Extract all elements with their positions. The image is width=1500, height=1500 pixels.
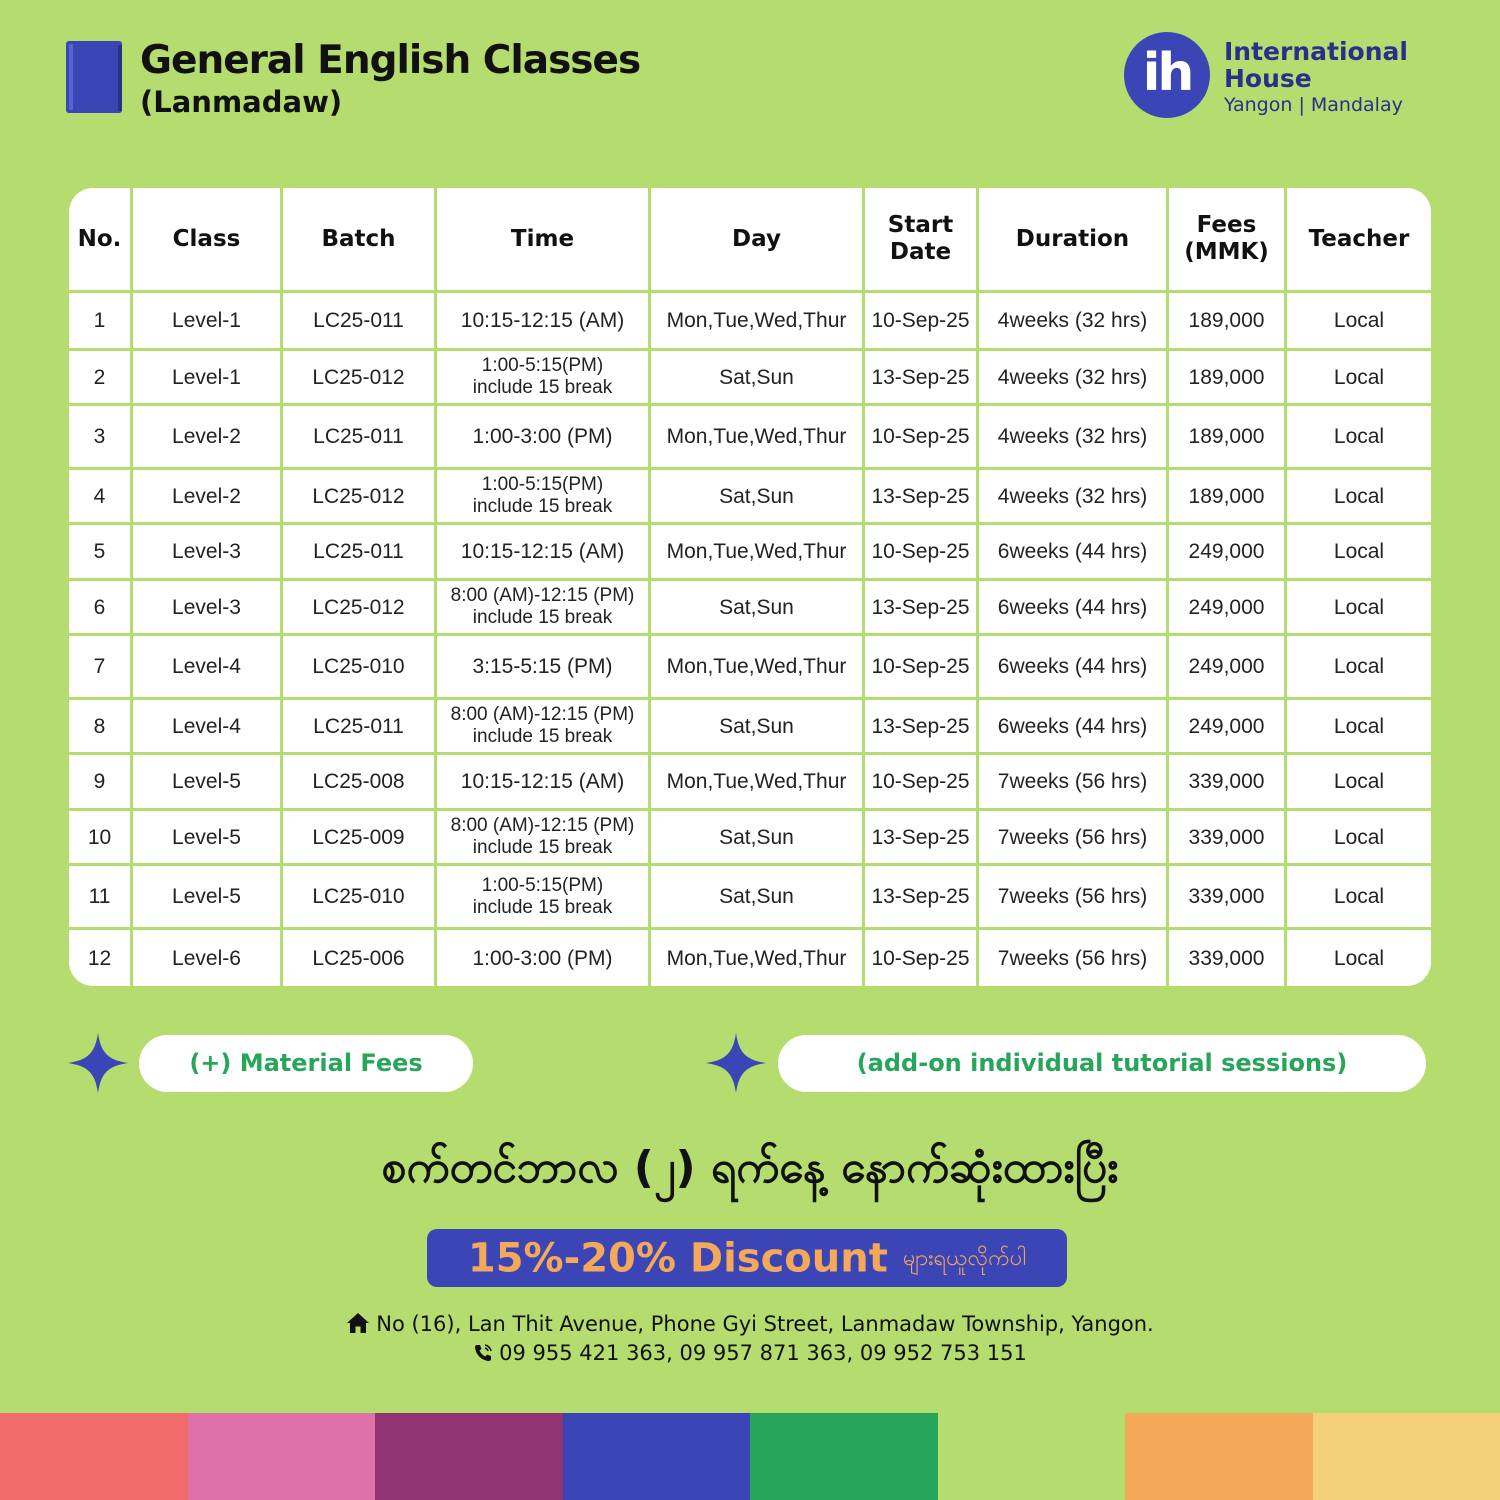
cell-teacher: Local	[1287, 525, 1431, 581]
cell-duration: 7weeks (56 hrs)	[979, 811, 1169, 866]
deadline-myanmar-text: စက်တင်ဘာလ (၂) ရက်နေ့ နောက်ဆုံးထားပြီး	[381, 1142, 1119, 1193]
schedule-table-container	[69, 188, 1431, 986]
cell-no: 2	[69, 351, 133, 406]
cell-fees: 339,000	[1169, 811, 1287, 866]
phone-numbers: 09 955 421 363, 09 957 871 363, 09 952 753 151	[499, 1341, 1027, 1365]
cell-teacher: Local	[1287, 351, 1431, 406]
cell-teacher: Local	[1287, 755, 1431, 811]
table-row	[69, 755, 1431, 811]
cell-no: 8	[69, 700, 133, 755]
cell-fees: 249,000	[1169, 525, 1287, 581]
cell-batch: LC25-011	[283, 525, 437, 581]
cell-duration: 4weeks (32 hrs)	[979, 470, 1169, 525]
cell-fees: 249,000	[1169, 636, 1287, 700]
cell-start: 10-Sep-25	[865, 293, 979, 351]
cell-fees: 189,000	[1169, 470, 1287, 525]
cell-class: Level-5	[133, 755, 283, 811]
cell-batch: LC25-011	[283, 406, 437, 470]
cell-fees: 249,000	[1169, 581, 1287, 636]
table-row	[69, 581, 1431, 636]
color-stripe	[938, 1413, 1126, 1500]
cell-duration: 6weeks (44 hrs)	[979, 700, 1169, 755]
cell-start: 10-Sep-25	[865, 406, 979, 470]
cell-class: Level-2	[133, 470, 283, 525]
cell-duration: 7weeks (56 hrs)	[979, 755, 1169, 811]
cell-class: Level-1	[133, 293, 283, 351]
cell-day: Sat,Sun	[651, 811, 865, 866]
cell-time: 10:15-12:15 (AM)	[437, 293, 651, 351]
cell-time-note: include 15 break	[472, 377, 613, 398]
discount-banner	[427, 1229, 1067, 1287]
cell-batch: LC25-009	[283, 811, 437, 866]
cell-start: 10-Sep-25	[865, 525, 979, 581]
cell-batch: LC25-010	[283, 866, 437, 930]
cell-time-main: 1:00-5:15(PM)	[481, 874, 604, 896]
color-stripe	[750, 1413, 938, 1500]
phone-icon	[473, 1343, 493, 1363]
cell-time-main: 1:00-5:15(PM)	[481, 474, 604, 495]
table-row	[69, 525, 1431, 581]
cell-time	[437, 700, 651, 755]
color-stripe	[0, 1413, 188, 1500]
table-row	[69, 700, 1431, 755]
cell-no: 3	[69, 406, 133, 470]
table-header-row	[69, 188, 1431, 293]
cell-day: Sat,Sun	[651, 700, 865, 755]
cell-start: 13-Sep-25	[865, 581, 979, 636]
cell-teacher: Local	[1287, 293, 1431, 351]
cell-class: Level-6	[133, 930, 283, 986]
cell-batch: LC25-006	[283, 930, 437, 986]
header-class: Class	[133, 188, 283, 293]
cell-fees: 339,000	[1169, 755, 1287, 811]
schedule-table	[69, 188, 1431, 986]
cell-class: Level-5	[133, 811, 283, 866]
cell-class: Level-5	[133, 866, 283, 930]
cell-class: Level-3	[133, 525, 283, 581]
cell-day: Mon,Tue,Wed,Thur	[651, 525, 865, 581]
cell-time-note: include 15 break	[472, 726, 613, 747]
brand-name	[1224, 38, 1444, 118]
cell-time-note: include 15 break	[472, 837, 613, 858]
cell-duration: 4weeks (32 hrs)	[979, 351, 1169, 406]
cell-fees: 189,000	[1169, 293, 1287, 351]
cell-no: 10	[69, 811, 133, 866]
cell-no: 6	[69, 581, 133, 636]
cell-day: Sat,Sun	[651, 470, 865, 525]
cell-day: Sat,Sun	[651, 351, 865, 406]
header-teacher: Teacher	[1287, 188, 1431, 293]
cell-fees: 339,000	[1169, 930, 1287, 986]
cell-fees: 339,000	[1169, 866, 1287, 930]
cell-teacher: Local	[1287, 811, 1431, 866]
table-row	[69, 866, 1431, 930]
cell-no: 11	[69, 866, 133, 930]
cell-batch: LC25-012	[283, 470, 437, 525]
cell-start: 13-Sep-25	[865, 351, 979, 406]
cell-time-main: 1:00-5:15(PM)	[481, 355, 604, 376]
cell-batch: LC25-011	[283, 293, 437, 351]
cell-day: Sat,Sun	[651, 581, 865, 636]
brand-name-line2: House	[1224, 64, 1312, 93]
color-stripe	[563, 1413, 751, 1500]
cell-day: Mon,Tue,Wed,Thur	[651, 406, 865, 470]
page-title: General English Classes	[140, 38, 641, 83]
cell-duration: 6weeks (44 hrs)	[979, 636, 1169, 700]
discount-text: 15%-20% Discount	[467, 1235, 888, 1282]
table-row	[69, 406, 1431, 470]
address-text: No (16), Lan Thit Avenue, Phone Gyi Street, Lanmadaw Township, Yangon.	[376, 1312, 1154, 1336]
cell-no: 12	[69, 930, 133, 986]
header-start-date: Start Date	[865, 188, 979, 293]
cell-time	[437, 811, 651, 866]
cell-time-note: include 15 break	[472, 896, 613, 918]
cell-day: Sat,Sun	[651, 866, 865, 930]
phone-line	[0, 1341, 1500, 1365]
material-fees-note: (+) Material Fees	[139, 1035, 473, 1092]
cell-no: 5	[69, 525, 133, 581]
table-row	[69, 351, 1431, 406]
cell-class: Level-4	[133, 636, 283, 700]
cell-teacher: Local	[1287, 700, 1431, 755]
color-stripe	[188, 1413, 376, 1500]
cell-teacher: Local	[1287, 930, 1431, 986]
cell-fees: 189,000	[1169, 351, 1287, 406]
cell-class: Level-4	[133, 700, 283, 755]
cell-time-note: include 15 break	[472, 607, 613, 628]
cell-time-main: 8:00 (AM)-12:15 (PM)	[450, 585, 635, 606]
cell-time	[437, 866, 651, 930]
cell-start: 13-Sep-25	[865, 866, 979, 930]
home-icon	[346, 1312, 370, 1334]
cell-time-main: 8:00 (AM)-12:15 (PM)	[450, 815, 635, 836]
cell-start: 10-Sep-25	[865, 636, 979, 700]
cell-start: 13-Sep-25	[865, 811, 979, 866]
cell-no: 7	[69, 636, 133, 700]
color-stripe	[375, 1413, 563, 1500]
header-no: No.	[69, 188, 133, 293]
header-fees: Fees (MMK)	[1169, 188, 1287, 293]
cell-start: 13-Sep-25	[865, 700, 979, 755]
cell-day: Mon,Tue,Wed,Thur	[651, 930, 865, 986]
cell-batch: LC25-012	[283, 581, 437, 636]
discount-suffix: များရယူလိုက်ပါ	[902, 1245, 1027, 1271]
page-subtitle: (Lanmadaw)	[140, 85, 343, 119]
table-row	[69, 293, 1431, 351]
cell-start: 10-Sep-25	[865, 930, 979, 986]
cell-teacher: Local	[1287, 581, 1431, 636]
cell-time: 1:00-3:00 (PM)	[437, 930, 651, 986]
cell-teacher: Local	[1287, 406, 1431, 470]
cell-teacher: Local	[1287, 470, 1431, 525]
cell-no: 9	[69, 755, 133, 811]
header-batch: Batch	[283, 188, 437, 293]
cell-time: 10:15-12:15 (AM)	[437, 525, 651, 581]
color-stripe	[1313, 1413, 1500, 1500]
cell-day: Mon,Tue,Wed,Thur	[651, 755, 865, 811]
cell-duration: 7weeks (56 hrs)	[979, 866, 1169, 930]
cell-class: Level-1	[133, 351, 283, 406]
cell-batch: LC25-011	[283, 700, 437, 755]
cell-duration: 6weeks (44 hrs)	[979, 525, 1169, 581]
cell-time	[437, 351, 651, 406]
header-day: Day	[651, 188, 865, 293]
cell-fees: 249,000	[1169, 700, 1287, 755]
cell-class: Level-3	[133, 581, 283, 636]
cell-day: Mon,Tue,Wed,Thur	[651, 636, 865, 700]
brand-locations: Yangon | Mandalay	[1224, 94, 1403, 116]
cell-time	[437, 581, 651, 636]
cell-duration: 4weeks (32 hrs)	[979, 406, 1169, 470]
header-time: Time	[437, 188, 651, 293]
cell-duration: 6weeks (44 hrs)	[979, 581, 1169, 636]
cell-fees: 189,000	[1169, 406, 1287, 470]
cell-time: 3:15-5:15 (PM)	[437, 636, 651, 700]
sparkle-icon	[68, 1033, 128, 1093]
header-duration: Duration	[979, 188, 1169, 293]
cell-duration: 7weeks (56 hrs)	[979, 930, 1169, 986]
cell-day: Mon,Tue,Wed,Thur	[651, 293, 865, 351]
table-row	[69, 636, 1431, 700]
table-row	[69, 811, 1431, 866]
cell-no: 1	[69, 293, 133, 351]
brand-logo: ih	[1124, 32, 1210, 118]
tutorial-sessions-note: (add-on individual tutorial sessions)	[778, 1035, 1426, 1092]
table-row	[69, 470, 1431, 525]
cell-duration: 4weeks (32 hrs)	[979, 293, 1169, 351]
cell-start: 10-Sep-25	[865, 755, 979, 811]
cell-time: 1:00-3:00 (PM)	[437, 406, 651, 470]
cell-teacher: Local	[1287, 866, 1431, 930]
cell-class: Level-2	[133, 406, 283, 470]
cell-time	[437, 470, 651, 525]
address-line	[0, 1312, 1500, 1336]
table-row	[69, 930, 1431, 986]
cell-time-note: include 15 break	[472, 496, 613, 517]
sparkle-icon	[706, 1033, 766, 1093]
book-icon	[66, 41, 124, 113]
cell-no: 4	[69, 470, 133, 525]
cell-start: 13-Sep-25	[865, 470, 979, 525]
cell-time-main: 8:00 (AM)-12:15 (PM)	[450, 704, 635, 725]
cell-batch: LC25-012	[283, 351, 437, 406]
cell-batch: LC25-008	[283, 755, 437, 811]
cell-teacher: Local	[1287, 636, 1431, 700]
brand-name-line1: International	[1224, 37, 1408, 66]
color-stripe	[1125, 1413, 1313, 1500]
cell-batch: LC25-010	[283, 636, 437, 700]
cell-time: 10:15-12:15 (AM)	[437, 755, 651, 811]
